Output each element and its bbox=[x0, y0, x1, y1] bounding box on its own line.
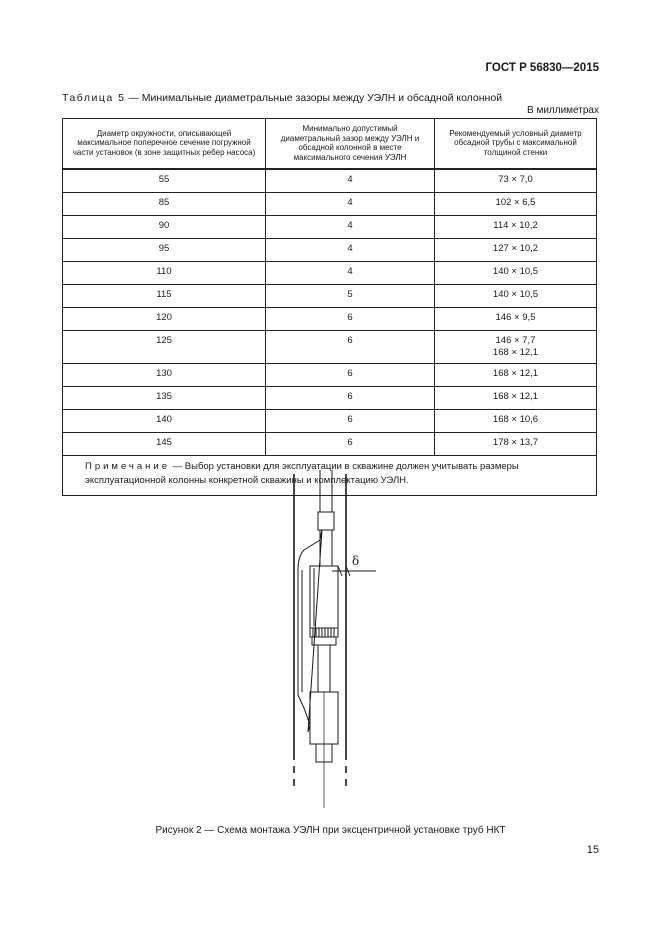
cell-envelope-diameter-value: 130 bbox=[156, 368, 172, 380]
cell-casing-diameter bbox=[435, 331, 597, 364]
cell-envelope-diameter bbox=[63, 262, 266, 285]
cell-casing-diameter-value: 146 × 9,5 bbox=[495, 312, 536, 324]
cell-min-gap-value: 6 bbox=[347, 391, 353, 403]
cell-envelope-diameter-value: 135 bbox=[156, 391, 172, 403]
table-row bbox=[63, 364, 597, 387]
cell-casing-diameter-value: 127 × 10,2 bbox=[492, 243, 539, 255]
cell-min-gap bbox=[266, 285, 435, 308]
column-header-casing-diameter: Рекомендуемый условный диаметр обсадной трубы с максимальной толщиной стенки bbox=[435, 119, 597, 170]
table-row bbox=[63, 239, 597, 262]
column-header-envelope-diameter: Диаметр окружности, описывающей максимальное поперечное сечение погружной части установок (в зоне защитных ребер насоса) bbox=[63, 119, 266, 170]
clearance-table bbox=[62, 118, 597, 496]
cell-min-gap-value: 4 bbox=[347, 220, 353, 232]
cell-casing-diameter bbox=[435, 364, 597, 387]
table-row bbox=[63, 387, 597, 410]
cell-min-gap-value: 4 bbox=[347, 266, 353, 278]
cell-casing-diameter bbox=[435, 285, 597, 308]
cell-envelope-diameter bbox=[63, 433, 266, 456]
column-header-min-gap: Минимально допустимый диаметральный зазор между УЭЛН и обсадной колонной в месте максимального сечения УЭЛН bbox=[266, 119, 435, 170]
cell-casing-diameter-value: 73 × 7,0 bbox=[498, 174, 533, 186]
note-text: — Выбор установки для эксплуатации в скважине должен учитывать размеры эксплуатационной колонны конкретной скважины и комплектацию УЭЛН. bbox=[85, 461, 519, 487]
cell-envelope-diameter-value: 120 bbox=[156, 312, 172, 324]
table-row bbox=[63, 285, 597, 308]
cell-envelope-diameter bbox=[63, 169, 266, 193]
cell-casing-diameter-value: 168 × 10,6 bbox=[492, 414, 539, 426]
cell-envelope-diameter bbox=[63, 239, 266, 262]
cell-envelope-diameter-value: 145 bbox=[156, 437, 172, 449]
cell-min-gap-value: 6 bbox=[347, 437, 353, 449]
cell-casing-diameter bbox=[435, 387, 597, 410]
cell-casing-diameter-value: 168 × 12,1 bbox=[492, 368, 539, 380]
delta-label: δ bbox=[352, 554, 360, 568]
cell-min-gap-value: 6 bbox=[347, 312, 353, 324]
cell-min-gap bbox=[266, 331, 435, 364]
table-row bbox=[63, 410, 597, 433]
cell-min-gap bbox=[266, 193, 435, 216]
standard-designation: ГОСТ Р 56830—2015 bbox=[485, 62, 599, 74]
cell-envelope-diameter-value: 125 bbox=[156, 335, 172, 347]
table-row bbox=[63, 308, 597, 331]
cell-casing-diameter bbox=[435, 193, 597, 216]
cell-casing-diameter-value-alt: 168 × 12,1 bbox=[492, 346, 539, 358]
cell-min-gap-value: 6 bbox=[347, 335, 353, 347]
table-row bbox=[63, 262, 597, 285]
cell-casing-diameter-value: 178 × 13,7 bbox=[492, 437, 539, 449]
table-body bbox=[63, 169, 597, 455]
cell-casing-diameter-value: 114 × 10,2 bbox=[493, 220, 538, 232]
cell-casing-diameter-value: 140 × 10,5 bbox=[492, 289, 539, 301]
cell-min-gap-value: 5 bbox=[347, 289, 353, 301]
cell-min-gap-value: 6 bbox=[347, 368, 353, 380]
table-row bbox=[63, 169, 597, 193]
cell-envelope-diameter bbox=[63, 216, 266, 239]
cell-casing-diameter bbox=[435, 216, 597, 239]
table-row bbox=[63, 331, 597, 364]
table-caption-label: Таблица 5 bbox=[62, 92, 126, 104]
cell-casing-diameter-value: 102 × 6,5 bbox=[495, 197, 536, 209]
cell-casing-diameter bbox=[435, 239, 597, 262]
cell-envelope-diameter-value: 110 bbox=[156, 266, 172, 278]
cell-envelope-diameter-value: 140 bbox=[156, 414, 172, 426]
cell-min-gap-value: 6 bbox=[347, 414, 353, 426]
table-header-row bbox=[63, 119, 597, 170]
page-number: 15 bbox=[586, 844, 599, 856]
cell-min-gap bbox=[266, 262, 435, 285]
cell-envelope-diameter-value: 55 bbox=[158, 174, 170, 186]
cell-min-gap bbox=[266, 433, 435, 456]
cell-min-gap bbox=[266, 169, 435, 193]
cell-envelope-diameter bbox=[63, 285, 266, 308]
tubing-coupling bbox=[318, 512, 334, 530]
cell-envelope-diameter-value: 115 bbox=[156, 289, 172, 301]
table-caption bbox=[62, 92, 502, 104]
cell-casing-diameter bbox=[435, 308, 597, 331]
cell-min-gap-value: 4 bbox=[347, 243, 353, 255]
cell-envelope-diameter-value: 90 bbox=[158, 220, 170, 232]
cell-casing-diameter-value: 146 × 7,7 bbox=[495, 335, 536, 347]
cell-casing-diameter-value: 140 × 10,5 bbox=[492, 266, 539, 278]
cell-casing-diameter bbox=[435, 262, 597, 285]
cell-casing-diameter bbox=[435, 433, 597, 456]
cell-envelope-diameter bbox=[63, 410, 266, 433]
cell-envelope-diameter bbox=[63, 387, 266, 410]
installation-diagram bbox=[280, 470, 400, 810]
table-row bbox=[63, 193, 597, 216]
note-label: Примечание bbox=[85, 461, 170, 473]
table-row bbox=[63, 216, 597, 239]
cell-min-gap-value: 4 bbox=[347, 174, 353, 186]
cell-min-gap bbox=[266, 216, 435, 239]
table-row bbox=[63, 433, 597, 456]
cell-casing-diameter-value: 168 × 12,1 bbox=[492, 391, 539, 403]
cell-envelope-diameter bbox=[63, 308, 266, 331]
cell-envelope-diameter bbox=[63, 331, 266, 364]
figure-caption: Рисунок 2 — Схема монтажа УЭЛН при эксцентричной установке труб НКТ bbox=[155, 825, 506, 836]
cell-casing-diameter bbox=[435, 169, 597, 193]
cell-min-gap bbox=[266, 364, 435, 387]
cell-envelope-diameter-value: 95 bbox=[158, 243, 170, 255]
cell-min-gap bbox=[266, 387, 435, 410]
cell-min-gap bbox=[266, 239, 435, 262]
cell-envelope-diameter bbox=[63, 364, 266, 387]
table-caption-text: — Минимальные диаметральные зазоры между УЭЛН и обсадной колонной bbox=[125, 92, 503, 104]
cell-min-gap bbox=[266, 410, 435, 433]
cell-min-gap bbox=[266, 308, 435, 331]
table-units: В миллиметрах bbox=[527, 105, 599, 116]
cell-casing-diameter bbox=[435, 410, 597, 433]
cell-envelope-diameter-value: 85 bbox=[158, 197, 170, 209]
cell-min-gap-value: 4 bbox=[347, 197, 353, 209]
cell-envelope-diameter bbox=[63, 193, 266, 216]
